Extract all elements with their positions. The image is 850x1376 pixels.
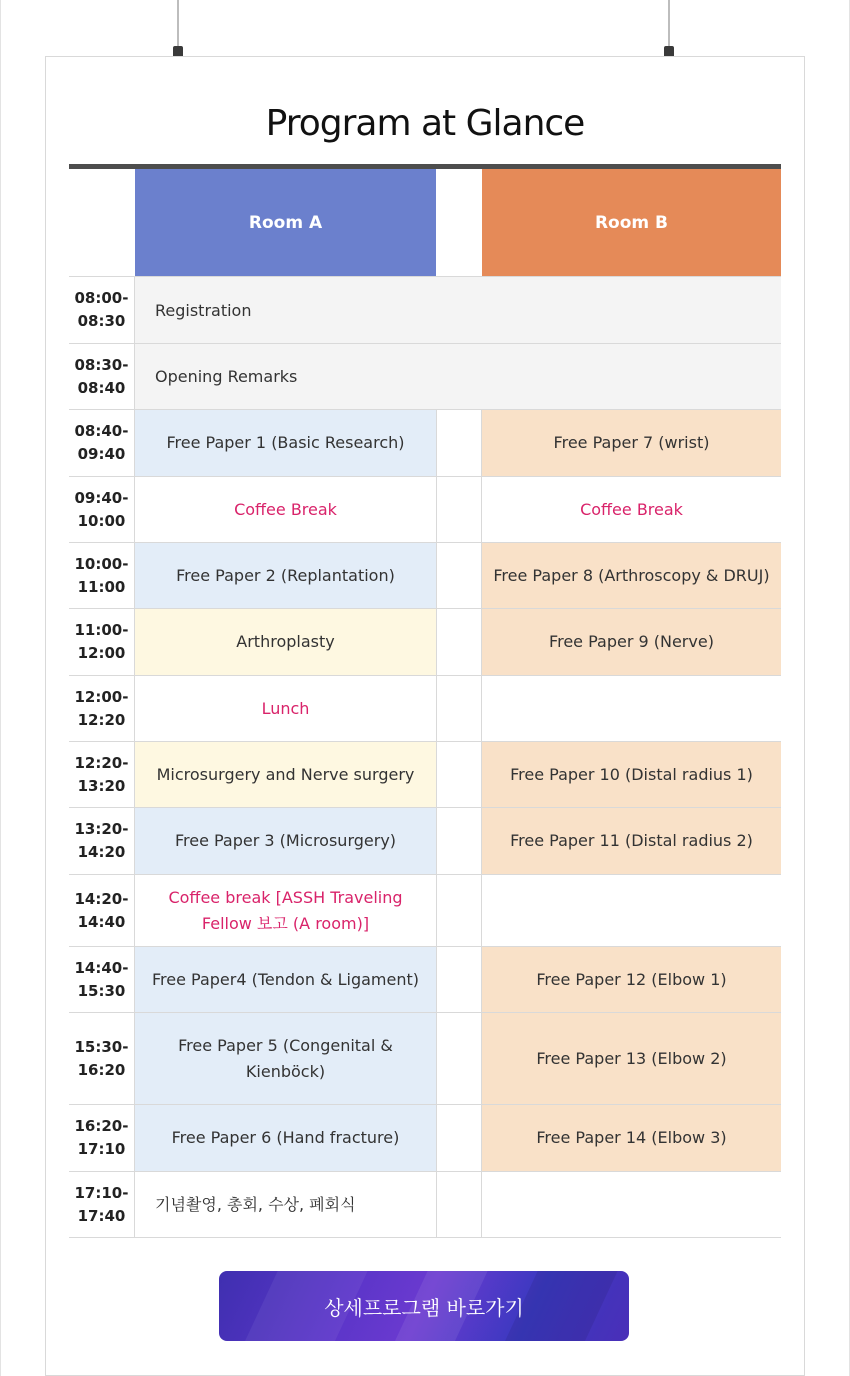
time-cell [69, 609, 135, 675]
time-end: 09:40 [77, 445, 126, 463]
time-cell [69, 676, 135, 741]
time-end: 12:00 [77, 644, 126, 662]
program-table [69, 164, 781, 1238]
room-a-session: Free Paper 3 (Microsurgery) [135, 808, 436, 874]
time-cell [69, 1105, 135, 1171]
gap-cell [436, 742, 482, 807]
time-cell [69, 1172, 135, 1237]
time-cell [69, 742, 135, 807]
frame-edge-left [0, 0, 1, 1376]
time-end: 16:20 [77, 1060, 126, 1079]
gap-cell [436, 1172, 482, 1237]
table-row [69, 1172, 781, 1238]
room-b-empty [482, 676, 781, 741]
time-start: 10:00- [74, 554, 129, 573]
room-b-session: Free Paper 11 (Distal radius 2) [482, 808, 781, 874]
time-start: 16:20- [74, 1117, 129, 1135]
detail-program-button[interactable] [219, 1271, 629, 1341]
time-cell [69, 875, 135, 946]
time-end: 08:40 [77, 378, 126, 397]
time-end: 17:10 [77, 1140, 126, 1158]
header-gap [436, 169, 482, 276]
header-room-a: Room A [135, 169, 436, 276]
table-row [69, 609, 781, 676]
program-card [45, 56, 805, 1376]
hanger-clip-left [172, 0, 184, 64]
room-a-break: Coffee Break [135, 477, 436, 542]
gap-cell [436, 609, 482, 675]
time-cell [69, 477, 135, 542]
detail-program-button-label: 상세프로그램 바로가기 [324, 1295, 524, 1320]
hanger-clip-right [663, 0, 675, 64]
room-b-session: Free Paper 13 (Elbow 2) [482, 1013, 781, 1104]
time-cell [69, 947, 135, 1012]
time-end: 14:40 [77, 912, 126, 931]
table-row [69, 875, 781, 947]
table-row [69, 277, 781, 344]
table-row [69, 344, 781, 410]
table-row [69, 742, 781, 808]
time-start: 11:00- [74, 621, 129, 639]
time-cell [69, 410, 135, 476]
gap-cell [436, 410, 482, 476]
table-row [69, 543, 781, 609]
gap-cell [436, 1105, 482, 1171]
gap-cell [436, 477, 482, 542]
room-b-session: Free Paper 9 (Nerve) [482, 609, 781, 675]
room-a-session: Free Paper4 (Tendon & Ligament) [135, 947, 436, 1012]
gap-cell [436, 676, 482, 741]
time-end: 08:30 [77, 312, 126, 330]
time-cell [69, 277, 135, 343]
table-row [69, 676, 781, 742]
gap-cell [436, 1013, 482, 1104]
room-b-session: Free Paper 12 (Elbow 1) [482, 947, 781, 1012]
time-start: 14:40- [74, 958, 129, 977]
room-a-break: Coffee break [ASSH Traveling Fellow 보고 (A room)] [135, 875, 436, 946]
time-start: 17:10- [74, 1183, 129, 1202]
session-span: Opening Remarks [135, 344, 781, 409]
table-row [69, 808, 781, 875]
time-start: 13:20- [74, 820, 129, 838]
room-b-empty [482, 875, 781, 946]
time-end: 12:20 [77, 710, 126, 729]
time-cell [69, 344, 135, 409]
gap-cell [436, 808, 482, 874]
time-start: 14:20- [74, 889, 129, 908]
time-start: 08:00- [74, 289, 129, 307]
room-a-session: Free Paper 2 (Replantation) [135, 543, 436, 608]
time-cell [69, 1013, 135, 1104]
room-a-lunch: Lunch [135, 676, 436, 741]
time-start: 08:40- [74, 422, 129, 440]
time-end: 10:00 [77, 511, 126, 530]
table-row [69, 410, 781, 477]
room-b-session: Free Paper 14 (Elbow 3) [482, 1105, 781, 1171]
gap-cell [436, 543, 482, 608]
time-end: 14:20 [77, 843, 126, 861]
room-b-break: Coffee Break [482, 477, 781, 542]
room-a-session: Free Paper 6 (Hand fracture) [135, 1105, 436, 1171]
room-a-session: Free Paper 5 (Congenital & Kienböck) [135, 1013, 436, 1104]
room-a-session: Free Paper 1 (Basic Research) [135, 410, 436, 476]
room-b-session: Free Paper 7 (wrist) [482, 410, 781, 476]
page-title: Program at Glance [265, 103, 585, 144]
time-cell [69, 543, 135, 608]
time-end: 13:20 [77, 776, 126, 795]
table-header-row [69, 169, 781, 277]
time-start: 15:30- [74, 1037, 129, 1056]
time-end: 15:30 [77, 981, 126, 1000]
room-a-session: Microsurgery and Nerve surgery [135, 742, 436, 807]
table-row [69, 1105, 781, 1172]
room-b-empty [482, 1172, 781, 1237]
time-cell [69, 808, 135, 874]
time-start: 09:40- [74, 488, 129, 507]
gap-cell [436, 875, 482, 946]
room-a-closing: 기념촬영, 총회, 수상, 폐회식 [135, 1172, 436, 1237]
session-span: Registration [135, 277, 781, 343]
time-start: 12:00- [74, 687, 129, 706]
gap-cell [436, 947, 482, 1012]
time-start: 12:20- [74, 753, 129, 772]
table-row [69, 1013, 781, 1105]
room-a-session: Arthroplasty [135, 609, 436, 675]
table-row [69, 477, 781, 543]
table-row [69, 947, 781, 1013]
time-end: 11:00 [77, 577, 126, 596]
room-b-session: Free Paper 10 (Distal radius 1) [482, 742, 781, 807]
time-start: 08:30- [74, 355, 129, 374]
time-end: 17:40 [77, 1206, 126, 1225]
header-time-cell [69, 169, 135, 276]
header-room-b: Room B [482, 169, 781, 276]
room-b-session: Free Paper 8 (Arthroscopy & DRUJ) [482, 543, 781, 608]
